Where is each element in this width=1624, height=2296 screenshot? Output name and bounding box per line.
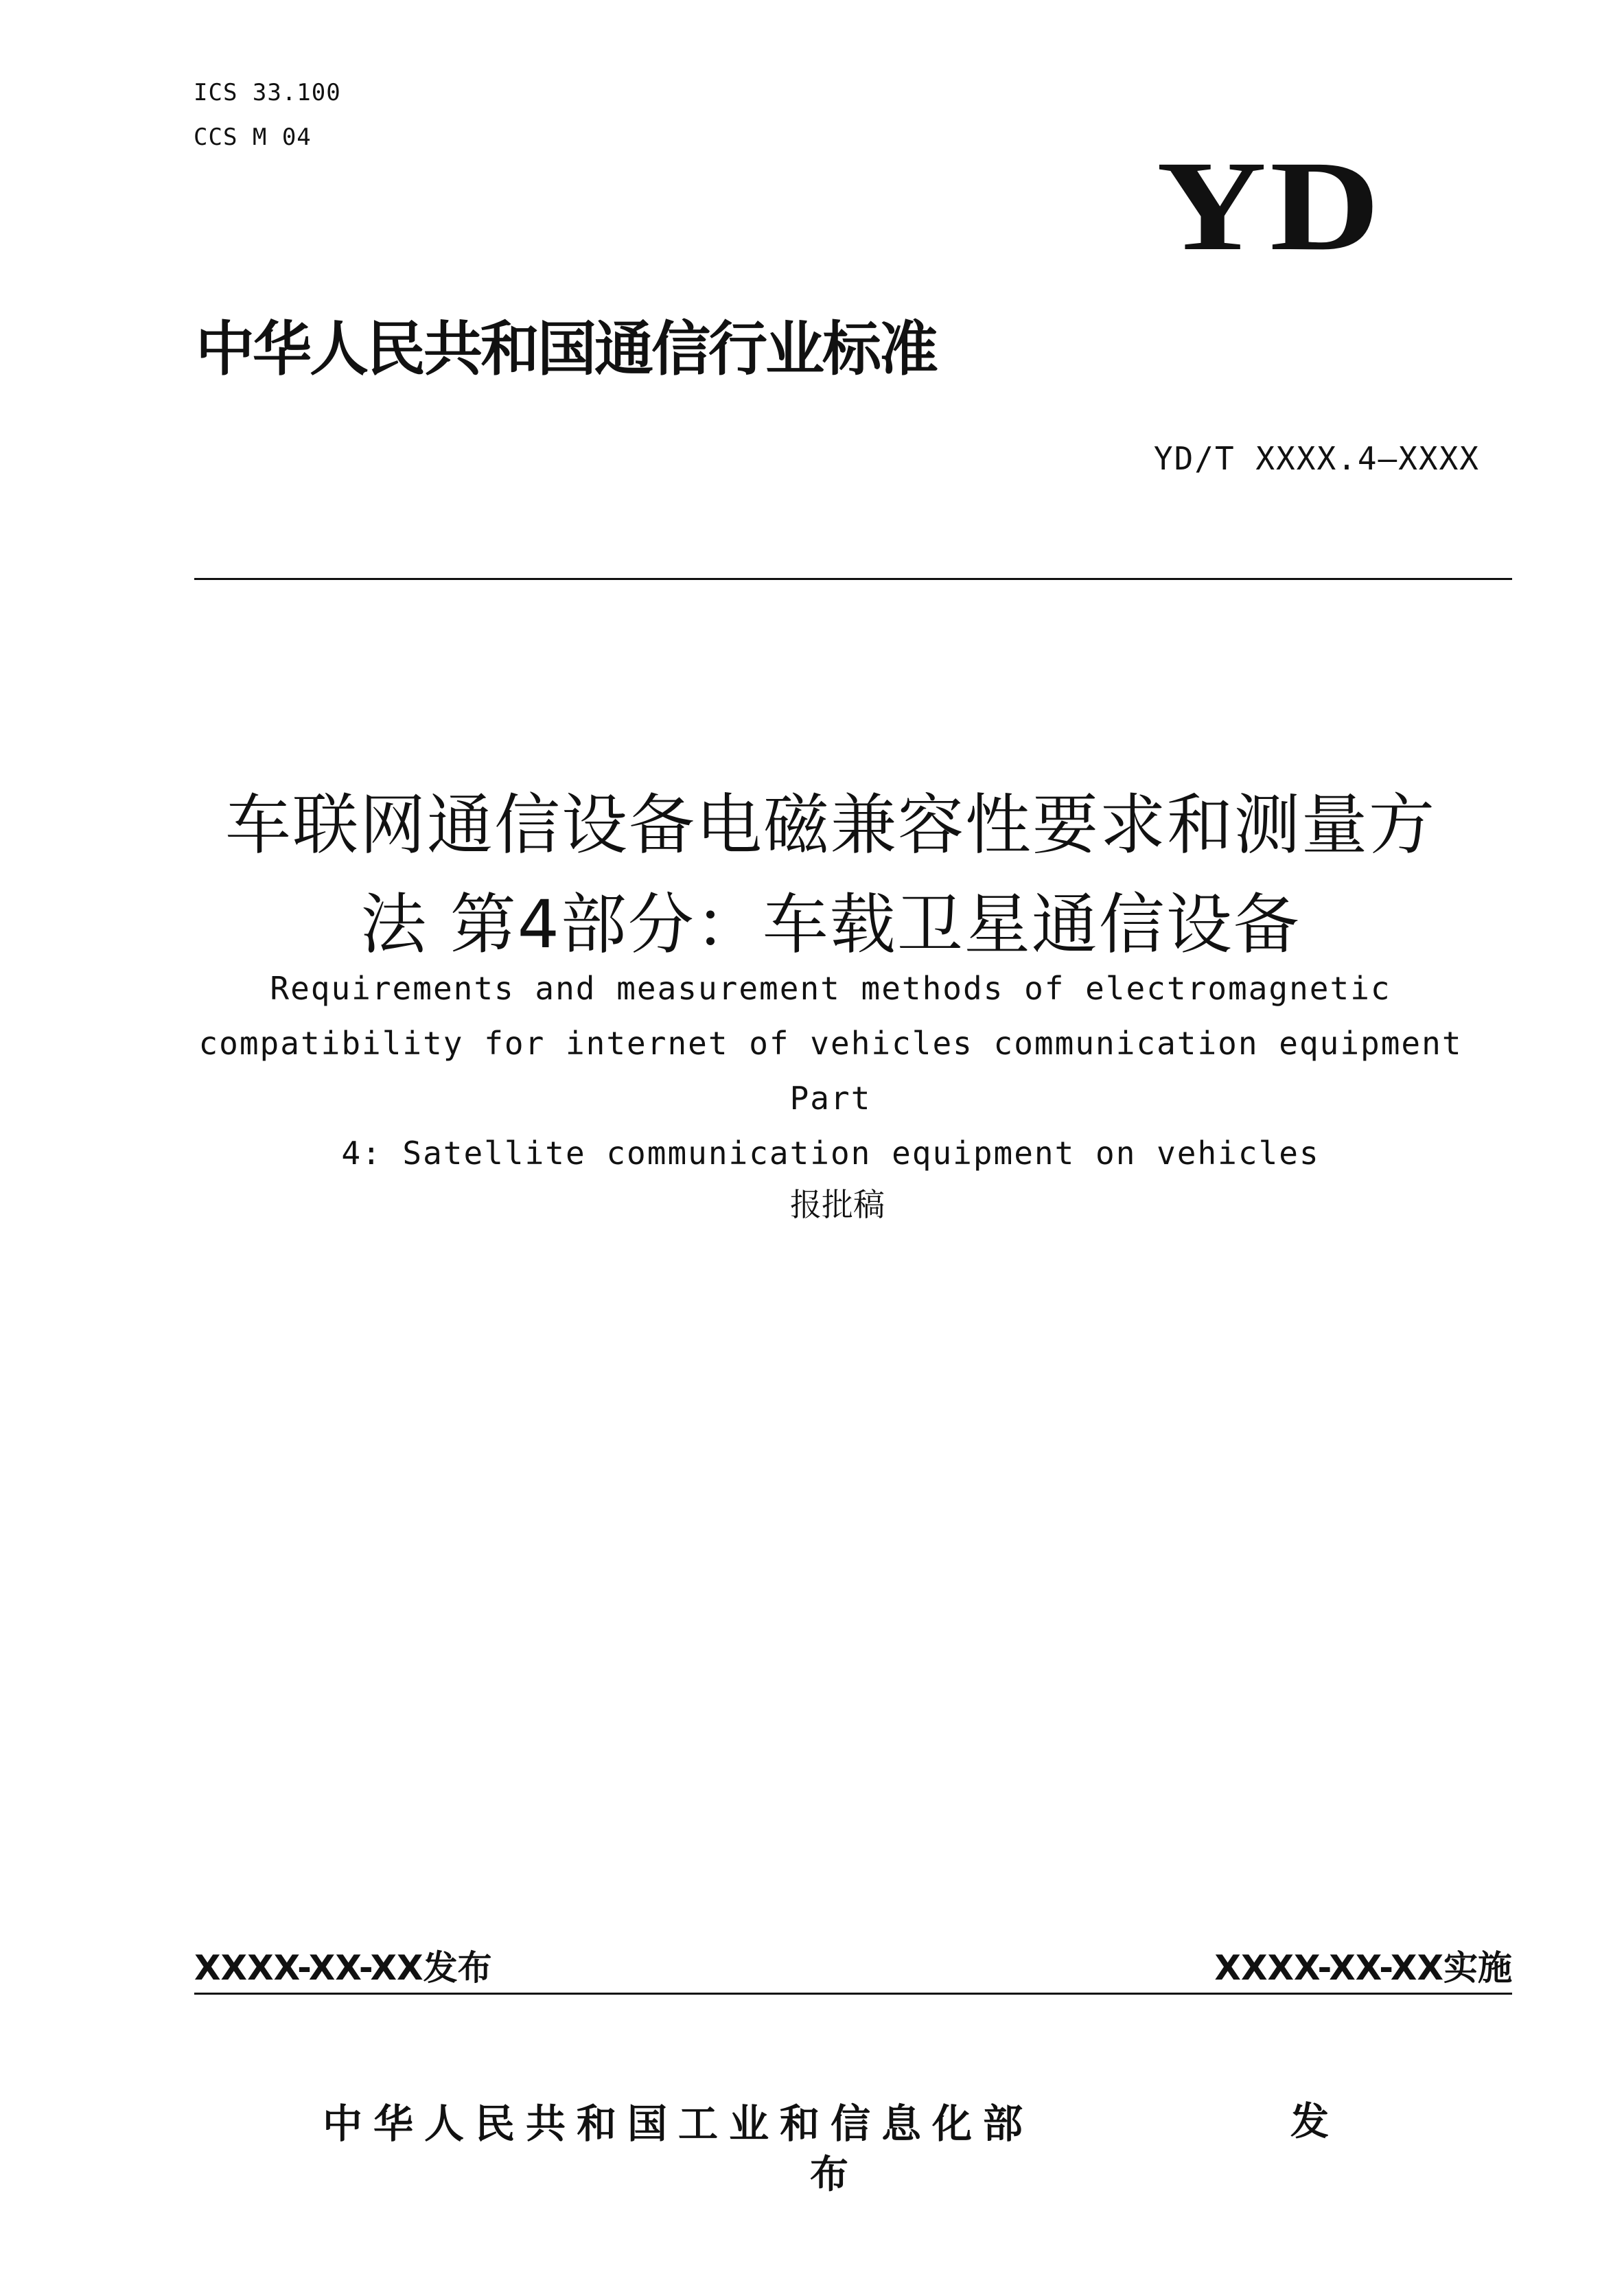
title-english-line-3: 4: Satellite communication equipment on vehicles xyxy=(341,1135,1320,1172)
title-english xyxy=(178,961,1483,1181)
issuing-label-1: 发 xyxy=(1290,2100,1329,2144)
ics-code: ICS 33.100 xyxy=(194,79,341,106)
standard-organization: 中华人民共和国通信行业标准 xyxy=(196,315,936,384)
title-chinese-line-1: 车联网通信设备电磁兼容性要求和测量方 xyxy=(225,787,1436,863)
title-english-line-2: compatibility for internet of vehicles communication equipment Part xyxy=(198,1025,1463,1117)
standard-number: YD/T XXXX.4—XXXX xyxy=(1153,440,1480,477)
implementation-date: XXXX-XX-XX实施 xyxy=(1214,1948,1512,1988)
title-chinese xyxy=(178,776,1483,975)
ccs-code: CCS M 04 xyxy=(194,124,312,151)
title-english-line-1: Requirements and measurement methods of electromagnetic xyxy=(270,970,1391,1007)
issue-date: XXXX-XX-XX发布 xyxy=(194,1948,492,1988)
issuing-authority: 中华人民共和国工业和信息化部 xyxy=(323,2100,1034,2147)
footer-divider xyxy=(194,1993,1512,1995)
issuing-label-2: 布 xyxy=(810,2153,848,2197)
draft-status: 报批稿 xyxy=(790,1186,885,1223)
title-chinese-line-2: 法 第4部分：车载卫星通信设备 xyxy=(360,886,1301,963)
yd-logo: YD xyxy=(1157,134,1383,277)
header-divider xyxy=(194,578,1512,580)
